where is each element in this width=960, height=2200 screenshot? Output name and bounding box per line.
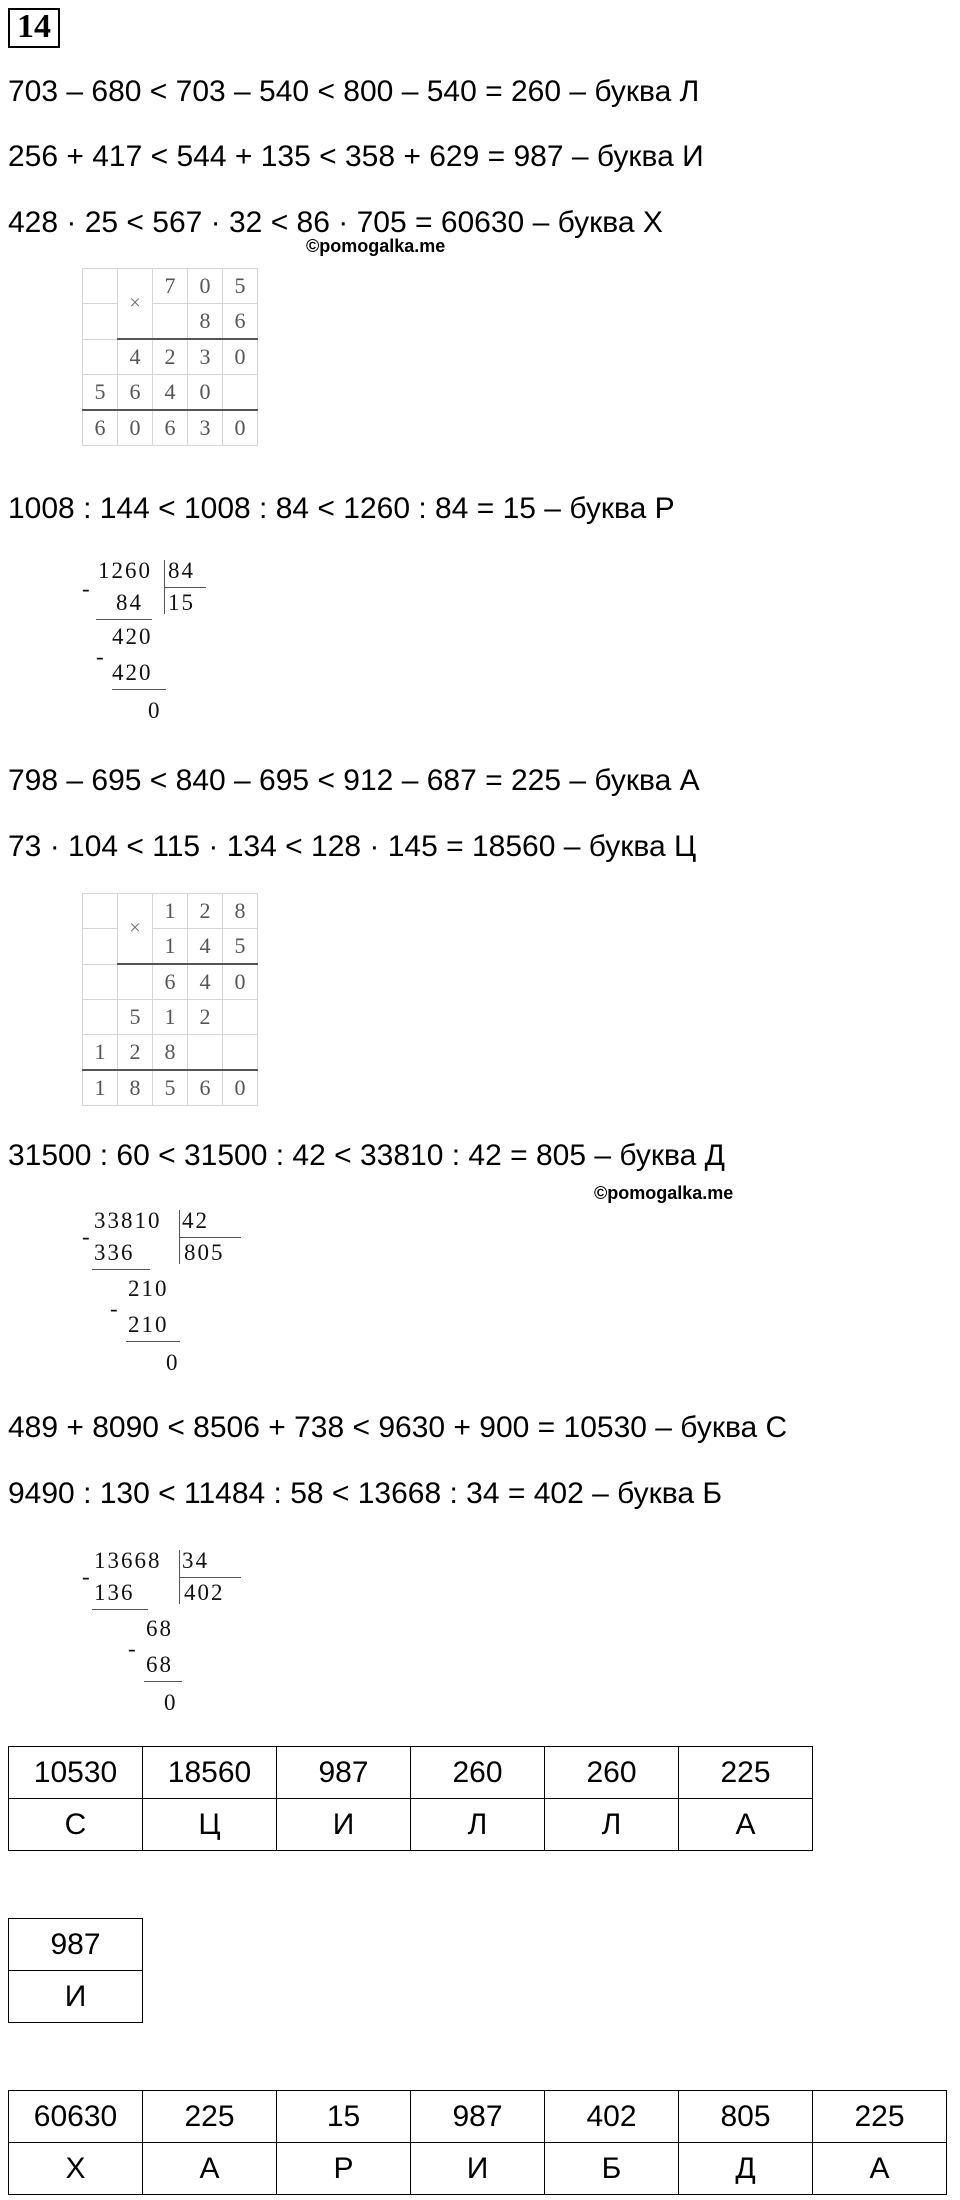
- subtrahend: 210: [128, 1312, 169, 1337]
- answer-letter-cell: А: [143, 2143, 277, 2195]
- quotient: 402: [184, 1580, 225, 1605]
- answer-number-cell: 225: [679, 1747, 813, 1799]
- answer-number-cell: 225: [813, 2091, 947, 2143]
- divisor: 34: [182, 1548, 209, 1573]
- answer-table-2: [8, 1918, 143, 2023]
- long-division-2: [82, 1208, 262, 1383]
- grid-cell: [83, 1000, 118, 1035]
- subtraction-line: [92, 1609, 148, 1610]
- grid-cell: [83, 929, 118, 965]
- equation-line-8: 489 + 8090 < 8506 + 738 < 9630 + 900 = 10530 – буква С: [8, 1411, 788, 1444]
- answer-number-cell: 10530: [9, 1747, 143, 1799]
- multiplication-grid-2: [82, 893, 258, 1106]
- equation-line-2: 256 + 417 < 544 + 135 < 358 + 629 = 987 – буква И: [8, 140, 704, 173]
- equation-line-1: 703 – 680 < 703 – 540 < 800 – 540 = 260 – буква Л: [8, 75, 700, 108]
- answer-letter-cell: Б: [545, 2143, 679, 2195]
- answer-letter-cell: С: [9, 1799, 143, 1851]
- answer-letters-row: [9, 1971, 143, 2023]
- answer-number-cell: 60630: [9, 2091, 143, 2143]
- subtraction-line: [92, 1269, 150, 1270]
- grid-cell: 1: [153, 929, 188, 965]
- grid-cell: 4: [118, 339, 153, 375]
- grid-cell: 4: [188, 964, 223, 1000]
- answer-letter-cell: И: [9, 1971, 143, 2023]
- long-division-1: [82, 558, 222, 733]
- long-division-3: [82, 1548, 262, 1723]
- grid-cell: 1: [153, 894, 188, 929]
- grid-cell: [223, 375, 258, 411]
- grid-cell: 0: [118, 410, 153, 446]
- dividend: 13668: [94, 1548, 162, 1573]
- answer-numbers-row: [9, 1747, 813, 1799]
- watermark: ©pomogalka.me: [594, 1183, 734, 1203]
- answer-letter-cell: А: [679, 1799, 813, 1851]
- answer-number-cell: 260: [545, 1747, 679, 1799]
- division-quotient-line: [164, 587, 206, 588]
- answer-table-3: [8, 2090, 947, 2195]
- grid-cell: 0: [188, 375, 223, 411]
- final-remainder: 0: [148, 698, 162, 723]
- grid-cell: 7: [153, 269, 188, 304]
- grid-cell: [83, 269, 118, 304]
- equation-line-9: 9490 : 130 < 11484 : 58 < 13668 : 34 = 402 – буква Б: [8, 1477, 723, 1510]
- grid-cell: 2: [188, 1000, 223, 1035]
- grid-cell: [188, 1035, 223, 1071]
- grid-cell: 0: [223, 339, 258, 375]
- grid-cell: 5: [153, 1070, 188, 1106]
- dividend: 1260: [98, 558, 152, 583]
- equation-line-3: 428 · 25 < 567 · 32 < 86 · 705 = 60630 – буква Х: [8, 206, 663, 239]
- grid-cell: 2: [153, 339, 188, 375]
- watermark: ©pomogalka.me: [306, 236, 446, 256]
- divisor: 42: [182, 1208, 209, 1233]
- subtrahend: 68: [146, 1652, 173, 1677]
- equation-line-4: 1008 : 144 < 1008 : 84 < 1260 : 84 = 15 – буква Р: [8, 492, 675, 525]
- grid-cell: 5: [223, 269, 258, 304]
- grid-cell: 5: [223, 929, 258, 965]
- grid-cell: 6: [83, 410, 118, 446]
- multiply-sign: ×: [118, 269, 153, 340]
- answer-letter-cell: Л: [411, 1799, 545, 1851]
- quotient: 805: [184, 1240, 225, 1265]
- grid-cell: 6: [153, 964, 188, 1000]
- grid-cell: 0: [223, 410, 258, 446]
- grid-cell: 2: [188, 894, 223, 929]
- subtrahend: 84: [116, 590, 143, 615]
- answer-letters-row: [9, 2143, 947, 2195]
- answer-number-cell: 987: [9, 1919, 143, 1971]
- grid-cell: 0: [188, 269, 223, 304]
- subtrahend: 420: [112, 660, 153, 685]
- grid-cell: 4: [153, 375, 188, 411]
- grid-cell: [153, 304, 188, 340]
- grid-cell: 1: [83, 1035, 118, 1071]
- grid-cell: 0: [223, 964, 258, 1000]
- final-remainder: 0: [166, 1350, 180, 1375]
- division-quotient-line: [179, 1577, 241, 1578]
- quotient: 15: [168, 590, 195, 615]
- subtraction-line: [112, 689, 166, 690]
- answer-number-cell: 18560: [143, 1747, 277, 1799]
- minus-sign: -: [110, 1296, 120, 1321]
- remainder: 68: [146, 1616, 173, 1641]
- answer-number-cell: 15: [277, 2091, 411, 2143]
- answer-letter-cell: Р: [277, 2143, 411, 2195]
- answer-letter-cell: Х: [9, 2143, 143, 2195]
- answer-letter-cell: Ц: [143, 1799, 277, 1851]
- minus-sign: -: [82, 1564, 92, 1589]
- answer-letter-cell: Д: [679, 2143, 813, 2195]
- grid-cell: [118, 964, 153, 1000]
- remainder: 420: [112, 624, 153, 649]
- remainder: 210: [128, 1276, 169, 1301]
- subtrahend: 136: [94, 1580, 135, 1605]
- grid-cell: 3: [188, 410, 223, 446]
- answer-number-cell: 987: [277, 1747, 411, 1799]
- grid-cell: 5: [118, 1000, 153, 1035]
- dividend: 33810: [94, 1208, 162, 1233]
- grid-cell: [83, 964, 118, 1000]
- equation-line-5: 798 – 695 < 840 – 695 < 912 – 687 = 225 – буква А: [8, 764, 700, 797]
- answer-letter-cell: А: [813, 2143, 947, 2195]
- subtrahend: 336: [94, 1240, 135, 1265]
- answer-number-cell: 805: [679, 2091, 813, 2143]
- grid-cell: [223, 1000, 258, 1035]
- grid-cell: 8: [153, 1035, 188, 1071]
- grid-cell: 1: [153, 1000, 188, 1035]
- subtraction-line: [144, 1681, 182, 1682]
- answer-letter-cell: И: [411, 2143, 545, 2195]
- division-quotient-line: [179, 1237, 241, 1238]
- answer-numbers-row: [9, 1919, 143, 1971]
- answer-letter-cell: Л: [545, 1799, 679, 1851]
- answer-number-cell: 987: [411, 2091, 545, 2143]
- grid-cell: 8: [118, 1070, 153, 1106]
- subtraction-line: [96, 619, 152, 620]
- subtraction-line: [126, 1341, 180, 1342]
- grid-cell: 3: [188, 339, 223, 375]
- answer-letter-cell: И: [277, 1799, 411, 1851]
- grid-cell: 0: [223, 1070, 258, 1106]
- grid-cell: 6: [153, 410, 188, 446]
- task-number: 14: [8, 8, 60, 48]
- grid-cell: 6: [223, 304, 258, 340]
- answer-numbers-row: [9, 2091, 947, 2143]
- multiplication-grid-1: [82, 268, 258, 446]
- divisor: 84: [168, 558, 195, 583]
- grid-cell: 4: [188, 929, 223, 965]
- minus-sign: -: [82, 576, 92, 601]
- answer-letters-row: [9, 1799, 813, 1851]
- final-remainder: 0: [164, 1690, 178, 1715]
- answer-number-cell: 260: [411, 1747, 545, 1799]
- multiply-sign: ×: [118, 894, 153, 965]
- grid-cell: 2: [118, 1035, 153, 1071]
- answer-number-cell: 225: [143, 2091, 277, 2143]
- equation-line-7: 31500 : 60 < 31500 : 42 < 33810 : 42 = 805 – буква Д: [8, 1139, 725, 1172]
- equation-line-6: 73 · 104 < 115 · 134 < 128 · 145 = 18560 – буква Ц: [8, 830, 697, 863]
- grid-cell: 6: [188, 1070, 223, 1106]
- grid-cell: [83, 339, 118, 375]
- grid-cell: 1: [83, 1070, 118, 1106]
- grid-cell: 8: [223, 894, 258, 929]
- answer-table-1: [8, 1746, 813, 1851]
- minus-sign: -: [96, 644, 106, 669]
- answer-number-cell: 402: [545, 2091, 679, 2143]
- minus-sign: -: [82, 1224, 92, 1249]
- minus-sign: -: [128, 1636, 138, 1661]
- grid-cell: [223, 1035, 258, 1071]
- grid-cell: 8: [188, 304, 223, 340]
- grid-cell: [83, 894, 118, 929]
- grid-cell: [83, 304, 118, 340]
- grid-cell: 6: [118, 375, 153, 411]
- grid-cell: 5: [83, 375, 118, 411]
